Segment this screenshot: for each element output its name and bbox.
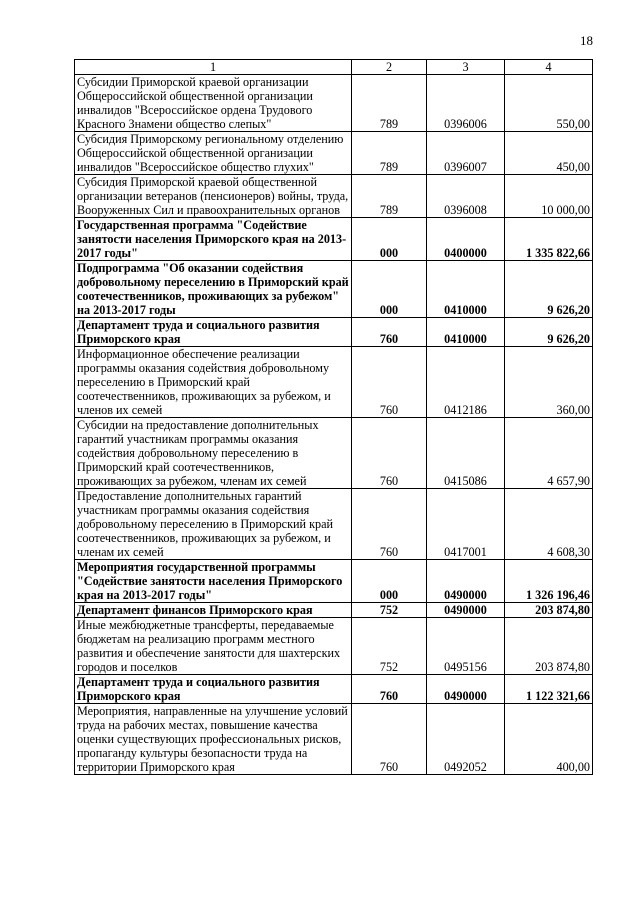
row-amount: 9 626,20: [505, 318, 593, 347]
table-row: [75, 261, 593, 318]
row-amount: 4 608,30: [505, 489, 593, 560]
row-name: Мероприятия, направленные на улучшение условий труда на рабочих местах, повышение качества оценки существующих профессиональных рисков, пропаганду культуры безопасности труда на территории Приморского края: [75, 704, 352, 775]
row-code: 760: [352, 318, 427, 347]
row-name: Субсидии на предоставление дополнительных гарантий участникам программы оказания содействия добровольному переселению в Приморский край соотечественников, проживающих за рубежом, членам их семей: [75, 418, 352, 489]
row-amount: 360,00: [505, 347, 593, 418]
table-row: [75, 704, 593, 775]
row-target-code: 0396008: [427, 175, 505, 218]
row-target-code: 0415086: [427, 418, 505, 489]
row-code: 760: [352, 418, 427, 489]
row-code: 752: [352, 618, 427, 675]
row-amount: 400,00: [505, 704, 593, 775]
row-target-code: 0410000: [427, 261, 505, 318]
budget-table: [74, 59, 593, 775]
row-amount: 4 657,90: [505, 418, 593, 489]
table-row: [75, 489, 593, 560]
row-target-code: 0410000: [427, 318, 505, 347]
row-name: Департамент труда и социального развития Приморского края: [75, 318, 352, 347]
header-col-1: 1: [75, 60, 352, 75]
table-row: [75, 418, 593, 489]
row-target-code: 0490000: [427, 675, 505, 704]
row-code: 760: [352, 489, 427, 560]
row-target-code: 0417001: [427, 489, 505, 560]
row-target-code: 0490000: [427, 560, 505, 603]
row-name: Предоставление дополнительных гарантий участникам программы оказания содействия добровольному переселению в Приморский край соотечественников, проживающих за рубежом, и членам их семей: [75, 489, 352, 560]
row-name: Субсидии Приморской краевой организации Общероссийской общественной организации инвалидов "Всероссийское ордена Трудового Красного Знамени общество слепых": [75, 75, 352, 132]
row-amount: 10 000,00: [505, 175, 593, 218]
row-target-code: 0396007: [427, 132, 505, 175]
row-amount: 450,00: [505, 132, 593, 175]
row-amount: 550,00: [505, 75, 593, 132]
table-row: [75, 603, 593, 618]
row-code: 789: [352, 175, 427, 218]
row-amount: 1 335 822,66: [505, 218, 593, 261]
row-name: Иные межбюджетные трансферты, передаваемые бюджетам на реализацию программ местного развития и обеспечение занятости для шахтерских городов и поселков: [75, 618, 352, 675]
header-col-3: 3: [427, 60, 505, 75]
row-code: 000: [352, 261, 427, 318]
table-row: [75, 218, 593, 261]
header-col-2: 2: [352, 60, 427, 75]
row-code: 000: [352, 560, 427, 603]
row-target-code: 0490000: [427, 603, 505, 618]
row-name: Информационное обеспечение реализации программы оказания содействия добровольному переселению в Приморский край соотечественников, проживающих за рубежом, и членов их семей: [75, 347, 352, 418]
row-name: Субсидия Приморскому региональному отделению Общероссийской общественной организации инвалидов "Всероссийское общество глухих": [75, 132, 352, 175]
table-body: [75, 75, 593, 775]
row-code: 752: [352, 603, 427, 618]
row-amount: 1 326 196,46: [505, 560, 593, 603]
row-target-code: 0492052: [427, 704, 505, 775]
row-name: Мероприятия государственной программы "Содействие занятости населения Приморского края на 2013-2017 годы": [75, 560, 352, 603]
row-code: 760: [352, 704, 427, 775]
table-row: [75, 318, 593, 347]
row-amount: 1 122 321,66: [505, 675, 593, 704]
table-row: [75, 675, 593, 704]
table-row: [75, 132, 593, 175]
row-name: Субсидия Приморской краевой общественной организации ветеранов (пенсионеров) войны, труда, Вооруженных Сил и правоохранительных органов: [75, 175, 352, 218]
row-name: Департамент труда и социального развития Приморского края: [75, 675, 352, 704]
row-code: 789: [352, 132, 427, 175]
table-row: [75, 618, 593, 675]
row-name: Департамент финансов Приморского края: [75, 603, 352, 618]
row-target-code: 0495156: [427, 618, 505, 675]
row-code: 000: [352, 218, 427, 261]
row-code: 760: [352, 675, 427, 704]
row-name: Государственная программа "Содействие занятости населения Приморского края на 2013-2017 годы": [75, 218, 352, 261]
table-row: [75, 75, 593, 132]
row-amount: 9 626,20: [505, 261, 593, 318]
row-target-code: 0396006: [427, 75, 505, 132]
table-row: [75, 347, 593, 418]
table-row: [75, 175, 593, 218]
row-code: 760: [352, 347, 427, 418]
row-code: 789: [352, 75, 427, 132]
row-amount: 203 874,80: [505, 618, 593, 675]
row-name: Подпрограмма "Об оказании содействия добровольному переселению в Приморский край соотечественников, проживающих за рубежом" на 2013-2017 годы: [75, 261, 352, 318]
header-row: [75, 60, 593, 75]
row-target-code: 0400000: [427, 218, 505, 261]
page-number: 18: [580, 33, 593, 48]
header-col-4: 4: [505, 60, 593, 75]
row-amount: 203 874,80: [505, 603, 593, 618]
table-row: [75, 560, 593, 603]
row-target-code: 0412186: [427, 347, 505, 418]
